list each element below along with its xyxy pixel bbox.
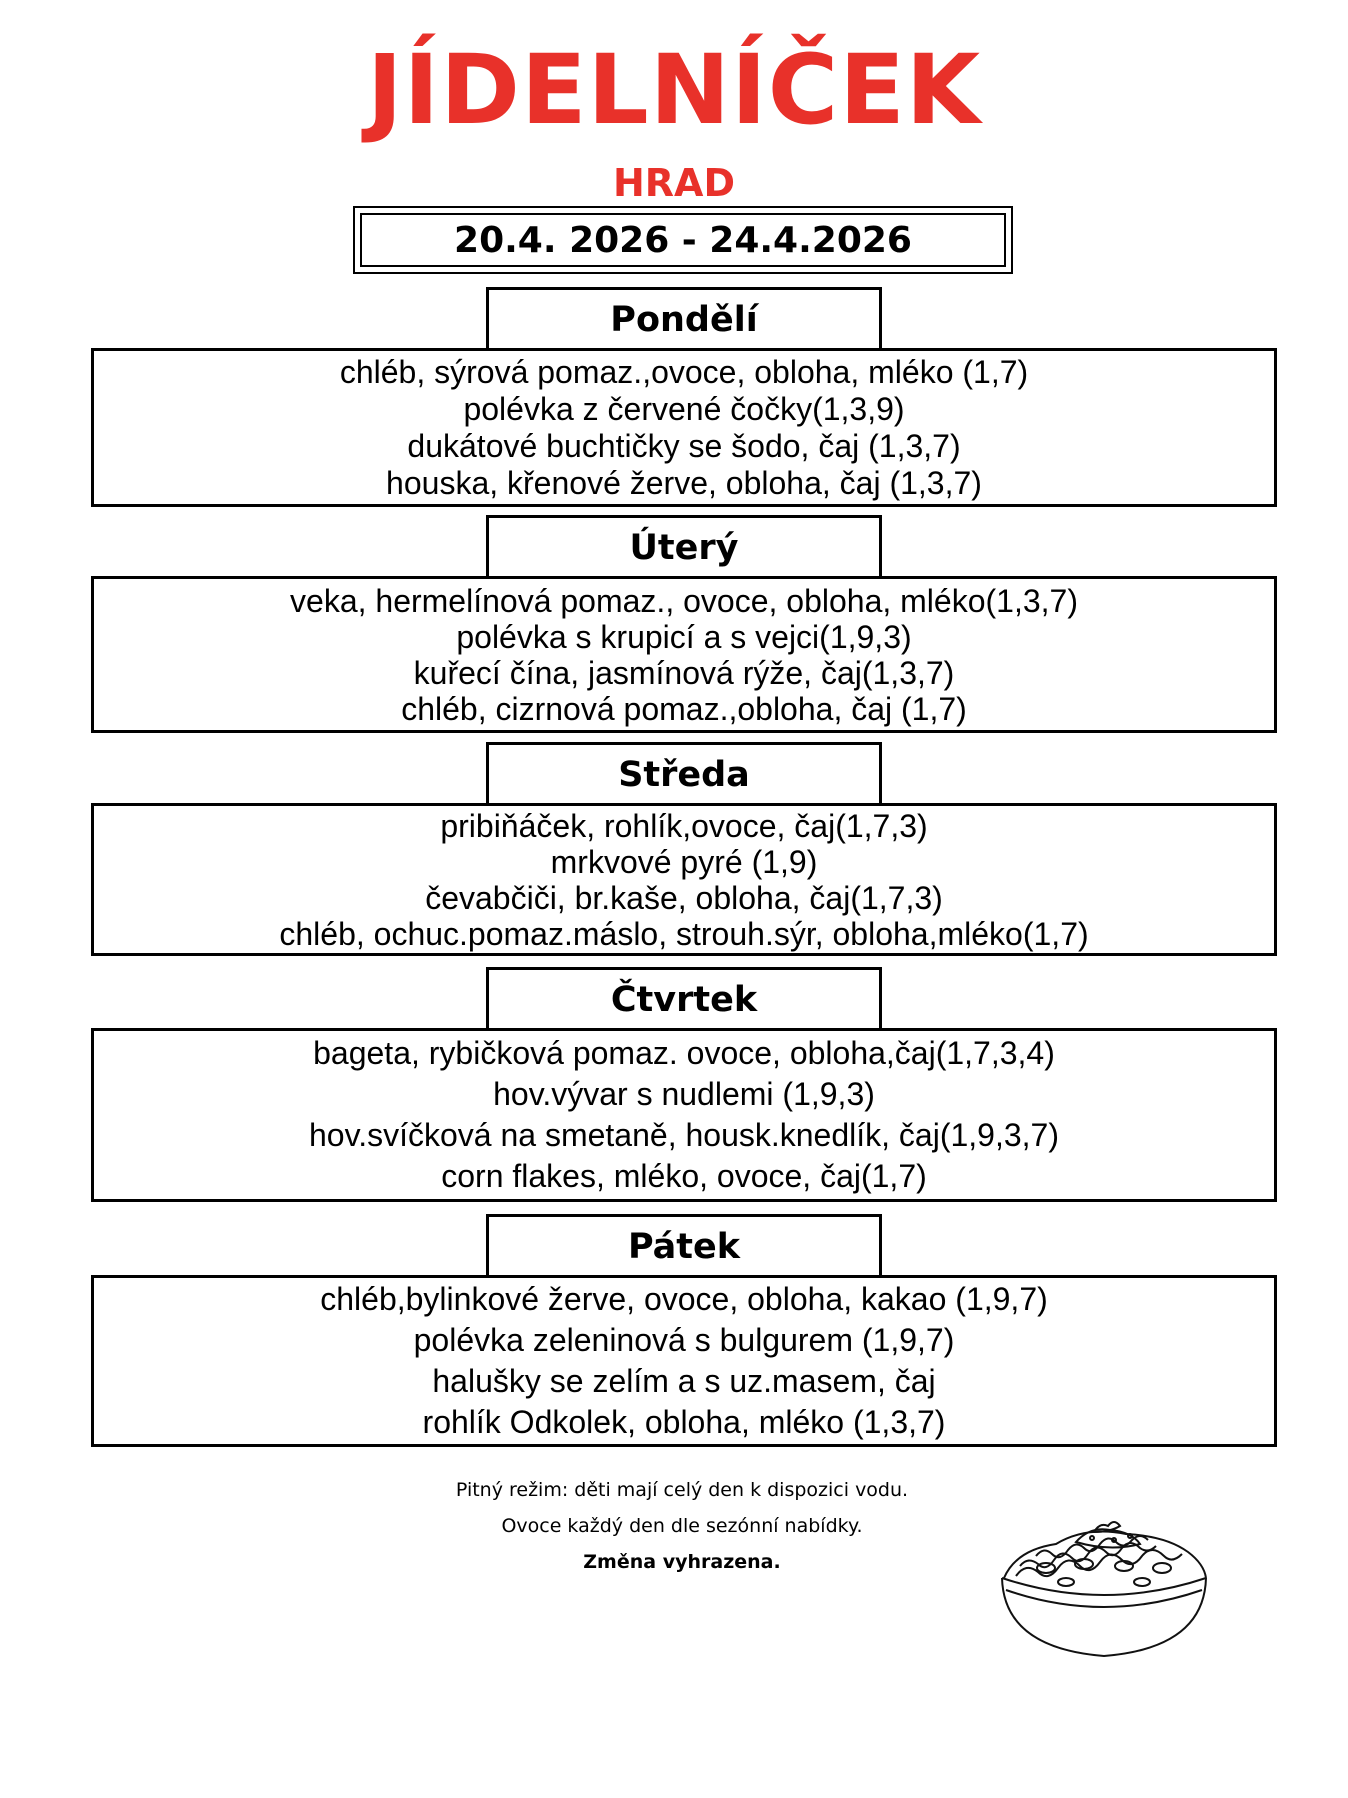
menu-line: chléb, ochuc.pomaz.máslo, strouh.sýr, obloha,mléko(1,7) [279, 915, 1089, 952]
menu-line: mrkvové pyré (1,9) [550, 843, 818, 880]
day-menu-friday [91, 1275, 1277, 1447]
day-tab-tuesday: Úterý [486, 515, 882, 577]
date-range-box [353, 206, 1013, 274]
menu-line: dukátové buchtičky se šodo, čaj (1,3,7) [407, 427, 961, 464]
day-tab-wednesday: Středa [486, 742, 882, 804]
menu-line: hov.svíčková na smetaně, housk.knedlík, čaj(1,9,3,7) [308, 1117, 1059, 1153]
menu-line: houska, křenové žerve, obloha, čaj (1,3,7) [386, 464, 982, 501]
menu-line: kuřecí čína, jasmínová rýže, čaj(1,3,7) [413, 654, 955, 691]
menu-line: chléb, sýrová pomaz.,ovoce, obloha, mléko (1,7) [339, 353, 1029, 390]
menu-line: čevabčiči, br.kaše, obloha, čaj(1,7,3) [425, 879, 943, 916]
menu-line: rohlík Odkolek, obloha, mléko (1,3,7) [422, 1404, 946, 1440]
day-menu-tuesday [91, 576, 1277, 733]
menu-line: halušky se zelím a s uz.masem, čaj [432, 1363, 936, 1399]
menu-line: chléb, cizrnová pomaz.,obloha, čaj (1,7) [401, 690, 967, 727]
menu-line: chléb,bylinkové žerve, ovoce, obloha, kakao (1,9,7) [320, 1281, 1048, 1317]
page-subtitle: HRAD [612, 161, 735, 205]
menu-line: pribiňáček, rohlík,ovoce, čaj(1,7,3) [440, 807, 928, 844]
day-tab-monday: Pondělí [486, 287, 882, 349]
menu-line: polévka zeleninová s bulgurem (1,9,7) [413, 1322, 955, 1358]
date-range: 20.4. 2026 - 24.4.2026 [360, 213, 1006, 267]
day-menu-wednesday [91, 803, 1277, 956]
day-tab-thursday: Čtvrtek [486, 967, 882, 1029]
note-fruit: Ovoce každý den dle sezónní nabídky. [501, 1515, 863, 1537]
menu-line: corn flakes, mléko, ovoce, čaj(1,7) [441, 1158, 927, 1194]
menu-line: bageta, rybičková pomaz. ovoce, obloha,čaj(1,7,3,4) [313, 1035, 1055, 1071]
day-menu-monday [91, 348, 1277, 507]
note-drinking: Pitný režim: děti mají celý den k dispozici vodu. [455, 1479, 909, 1501]
spaghetti-bowl-icon [996, 1520, 1212, 1665]
menu-line: polévka z červené čočky(1,3,9) [463, 390, 905, 427]
menu-line: polévka s krupicí a s vejci(1,9,3) [456, 618, 912, 655]
page-title: JÍDELNÍČEK [366, 34, 982, 146]
menu-line: hov.vývar s nudlemi (1,9,3) [493, 1076, 875, 1112]
note-change-reserved: Změna vyhrazena. [583, 1551, 781, 1573]
day-tab-friday: Pátek [486, 1214, 882, 1276]
day-menu-thursday [91, 1028, 1277, 1202]
menu-line: veka, hermelínová pomaz., ovoce, obloha, mléko(1,3,7) [290, 582, 1078, 619]
